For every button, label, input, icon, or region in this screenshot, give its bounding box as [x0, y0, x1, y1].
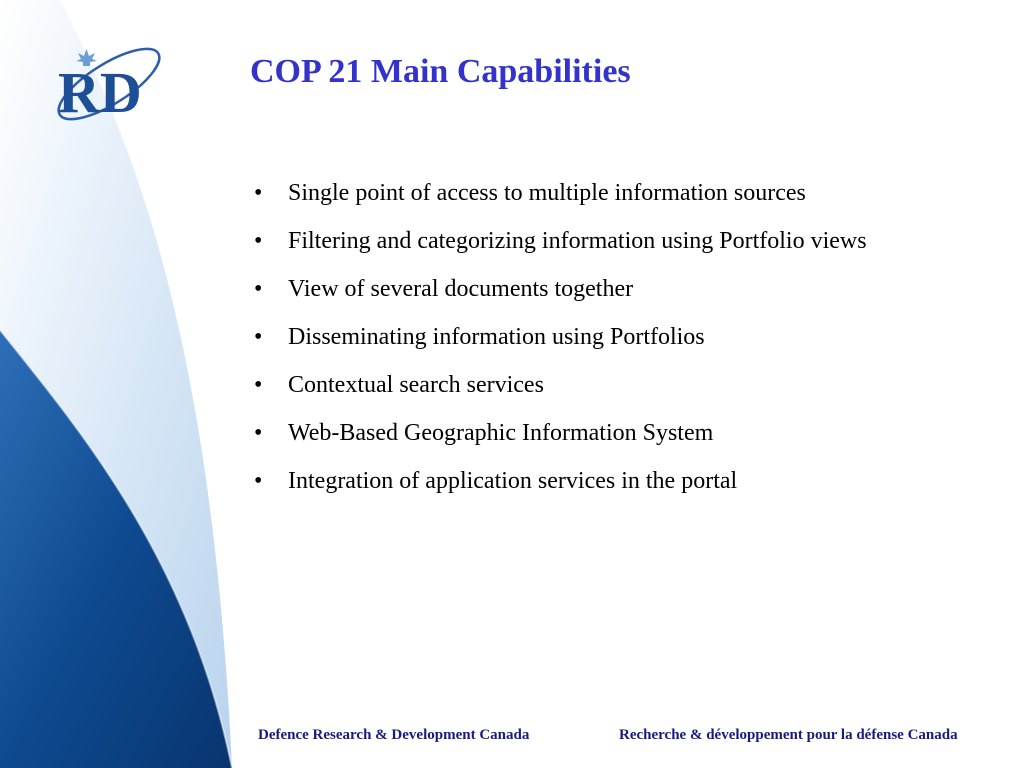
capabilities-list [254, 180, 914, 516]
bullet-item [254, 420, 914, 447]
bullet-item [254, 228, 914, 255]
bullet-text: Disseminating information using Portfolios [288, 324, 705, 350]
bullet-text: View of several documents together [288, 276, 634, 302]
bullet-item [254, 372, 914, 399]
bullet-item [254, 180, 914, 207]
rd-logo [44, 36, 174, 132]
bullet-dot: • [254, 228, 263, 254]
svg-text:RD: RD [58, 60, 142, 125]
bullet-item [254, 468, 914, 495]
footer-french: Recherche & développement pour la défense Canada [619, 727, 958, 743]
bullet-dot: • [254, 324, 263, 350]
bullet-dot: • [254, 468, 263, 494]
bullet-text: Web-Based Geographic Information System [288, 420, 714, 446]
bullet-text: Filtering and categorizing information using Portfolio views [288, 228, 867, 254]
bullet-text: Single point of access to multiple information sources [288, 180, 806, 206]
slide-title: COP 21 Main Capabilities [250, 53, 631, 90]
bullet-dot: • [254, 372, 263, 398]
bullet-text: Integration of application services in the portal [288, 468, 738, 494]
bullet-dot: • [254, 180, 263, 206]
bullet-dot: • [254, 276, 263, 302]
footer-english: Defence Research & Development Canada [258, 727, 530, 743]
rd-logo-icon [44, 36, 174, 132]
bullet-item [254, 276, 914, 303]
bullet-text: Contextual search services [288, 372, 544, 398]
bullet-item [254, 324, 914, 351]
bullet-dot: • [254, 420, 263, 446]
